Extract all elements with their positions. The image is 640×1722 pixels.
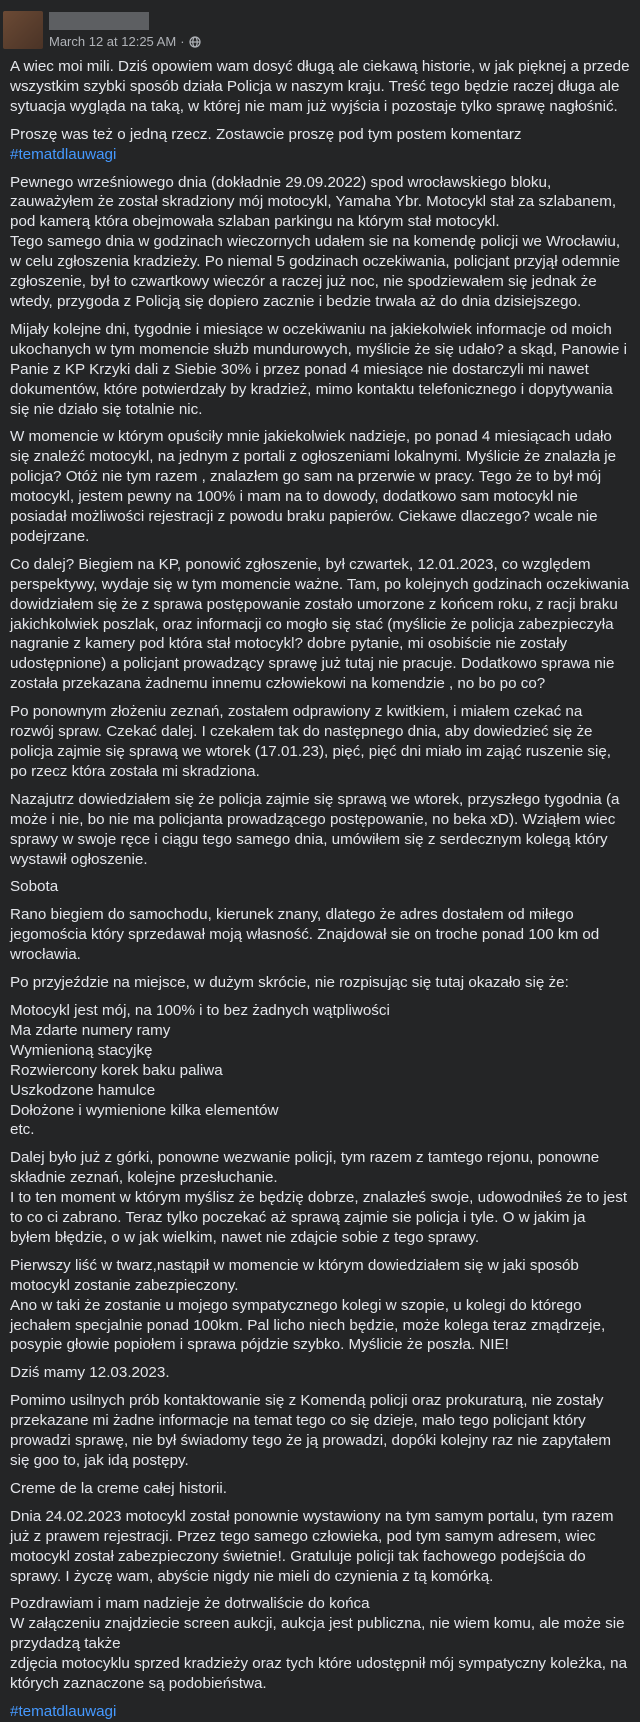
hashtag-link[interactable]: #tematdlauwagi: [10, 145, 117, 163]
post-paragraph: [10, 1507, 630, 1587]
post-paragraph: [10, 1001, 630, 1140]
post-paragraph: [10, 973, 630, 993]
post-paragraph: [10, 1148, 630, 1248]
post-paragraph: [10, 320, 630, 420]
paragraph-line: Rozwiercony korek baku paliwa: [10, 1061, 223, 1079]
paragraph-line: Mijały kolejne dni, tygodnie i miesiące w oczekiwaniu na jakiekolwiek informacje od moich ukochanych w tym momencie służb mundurowych, myślicie że się udało? a skąd, Panowie i Panie z KP Krzyki dali z Siebie 30% i przez ponad 4 miesiące nie dostarczyli mi nawet dokumentów, które potwierdzały by kradzież, mimo kontaktu telefonicznego i dopytywania się nie działo się totalnie nic.: [10, 320, 628, 418]
post-paragraph: [10, 427, 630, 546]
paragraph-line: Wymienioną stacyjkę: [10, 1041, 153, 1059]
post-paragraph: [10, 1479, 630, 1499]
paragraph-line: etc.: [10, 1121, 35, 1139]
post-meta: [49, 34, 201, 49]
paragraph-line: Creme de la creme całej historii.: [10, 1479, 227, 1497]
paragraph-line: W momencie w którym opuściły mnie jakiekolwiek nadzieje, po ponad 4 miesiącach udało się znaleźć motocykl, na jednym z portali z ogłoszeniami lokalnymi. Myślicie że znalazła je policja? Otóż nie tym razem , znalazłem go sam na przerwie w pracy. Tego że to był mój motocykl, jestem pewny na 100% i mam na to dowody, dodatkowo sam motocykl nie posiadał możliwości rejestracji z powodu braku papierów. Ciekawe dlaczego? wcale nie podejrzane.: [10, 428, 617, 545]
post-paragraph: [10, 555, 630, 694]
post-paragraph: [10, 702, 630, 782]
post-paragraph: [10, 1256, 630, 1356]
paragraph-line: I to ten moment w którym myślisz że będzię dobrze, znalazłeś swoje, udowodniłeś że to jest to co ci zabrano. Teraz tylko poczekać aż sprawą zajmie sie policja i tyle. O w jakim ja byłem błędzie, o w jak wielkim, nawet nie zdajcie sobie z tego sprawy.: [10, 1189, 628, 1246]
post-paragraph: [10, 1594, 630, 1694]
paragraph-line: Sobota: [10, 878, 59, 896]
post-paragraph: [10, 877, 630, 897]
paragraph-line: A wiec moi mili. Dziś opowiem wam dosyć długą ale ciekawą historie, w jak pięknej a przede wszystkim szybki sposób działa Policja w naszym kraju. Treść tego będzie raczej długa ale sytuacja wygląda na taką, w której nie mam już wyjścia i pozostaje tylko sprawę nagłośnić.: [10, 58, 630, 115]
post-header: [0, 0, 640, 52]
paragraph-line: Po ponownym złożeniu zeznań, zostałem odprawiony z kwitkiem, i miałem czekać na rozwój spraw. Czekać dalej. I czekałem tak do następnego dnia, aby dowiedzieć się że policja zajmie się sprawą we wtorek (17.01.23), pięć, pięć dni miało im zająć ruszenie się, po rzecz która została mi skradziona.: [10, 703, 612, 780]
paragraph-line: zdjęcia motocyklu sprzed kradzieży oraz tych które udostępnił mój sympatyczny koleżka, na których zaznaczone są podobieństwa.: [10, 1655, 628, 1693]
post-paragraph: [10, 57, 630, 117]
post-paragraph: [10, 1363, 630, 1383]
paragraph-line: Motocykl jest mój, na 100% i to bez żadnych wątpliwości: [10, 1001, 390, 1019]
paragraph-line: Dnia 24.02.2023 motocykl został ponownie wystawiony na tym samym portalu, tym razem już z prawem rejestracji. Przez tego samego człowieka, pod tym samym adresem, wiec motocykl został zabezpieczony świetnie!. Gratuluje policji tak fachowego podejścia do sprawy. I życzę wam, abyście nigdy nie mieli do czynienia z tą komórką.: [10, 1507, 614, 1585]
paragraph-line: Dalej było już z górki, ponowne wezwanie policji, tym razem z tamtego rejonu, ponowne składnie zeznań, kolejne przesłuchanie.: [10, 1149, 600, 1187]
paragraph-line: Dołożone i wymienione kilka elementów: [10, 1101, 279, 1119]
paragraph-line: Uszkodzone hamulce: [10, 1081, 156, 1099]
paragraph-line: Pomimo usilnych prób kontaktowanie się z Komendą policji oraz prokuraturą, nie zostały przekazane mi żadne informacje na temat tego co się dzieje, mało tego policjant który prowadzi sprawę, nie był świadomy tego że ją prowadzi, dopóki kolejny raz nie zapytałem się goo to, jak idą postępy.: [10, 1392, 612, 1469]
paragraph-line: Po przyjeździe na miejsce, w dużym skrócie, nie rozpisując się tutaj okazało się że:: [10, 974, 569, 992]
post-timestamp[interactable]: March 12 at 12:25 AM: [49, 34, 177, 49]
paragraph-line: Pozdrawiam i mam nadzieje że dotrwaliście do końca: [10, 1595, 370, 1613]
post-paragraph: [10, 1702, 630, 1722]
post-paragraph: [10, 905, 630, 965]
author-name-redacted[interactable]: [49, 12, 149, 30]
paragraph-line: Nazajutrz dowiedziałem się że policja zajmie się sprawą we wtorek, przyszłego tygodnia (a może i nie, bo nie ma policjanta prowadzącego postępowanie, no beka xD). Wziąłem wiec sprawy w swoje ręce i ciągu tego samego dnia, umówiłem się z serdecznym kolegą który wystawił ogłoszenie.: [10, 790, 620, 868]
post-paragraph: [10, 1391, 630, 1471]
paragraph-line: Dziś mamy 12.03.2023.: [10, 1364, 170, 1382]
paragraph-line: Ma zdarte numery ramy: [10, 1021, 171, 1039]
meta-separator: ·: [180, 34, 185, 49]
paragraph-line: Tego samego dnia w godzinach wieczornych udałem sie na komendę policji we Wrocławiu, w celu zgłoszenia kradzieży. Po niemal 5 godzinach oczekiwania, policjant przyjął odemnie zgłoszenie, był to czwartkowy wieczór a raczej już noc, nie spodziewałem się jednak że wtedy, przygoda z Policją się dopiero zacznie i bedzie trwała aż do dnia dzisiejszego.: [10, 233, 621, 310]
paragraph-line: Ano w taki że zostanie u mojego sympatycznego kolegi w szopie, u kolegi do którego jechałem specjalnie ponad 100km. Pal licho niech będzie, może kolega teraz zmądrzeje, posypie głowie popiołem i sprawa pójdzie szybko. Myślicie że poszła. NIE!: [10, 1296, 606, 1354]
post-paragraph: [10, 173, 630, 312]
paragraph-line: Rano biegiem do samochodu, kierunek znany, dlatego że adres dostałem od miłego jegomościa który sprzedawał moją własność. Znajdował sie on troche ponad 100 km od wrocławia.: [10, 906, 600, 964]
avatar[interactable]: [3, 11, 43, 49]
paragraph-line: Proszę was też o jedną rzecz. Zostawcie proszę pod tym postem komentarz: [10, 125, 522, 143]
hashtag-link[interactable]: #tematdlauwagi: [10, 1702, 117, 1720]
paragraph-line: Pewnego wrześniowego dnia (dokładnie 29.09.2022) spod wrocławskiego bloku, zauważyłem że został skradziony mój motocykl, Yamaha Ybr. Motocykl stał za szlabanem, pod kamerą która obejmowała szlaban parkingu na którym stał motocykl.: [10, 173, 617, 231]
post-paragraph: [10, 125, 630, 165]
post-body: [0, 52, 640, 1722]
paragraph-line: Co dalej? Biegiem na KP, ponowić zgłoszenie, był czwartek, 12.01.2023, co względem perspektywy, wydaje się w tym momencie ważne. Tam, po kolejnych godzinach oczekiwania dowidziałem się że z sprawa postępowanie zostało umorzone z końcem roku, z racji braku jakichkolwiek poszlak, oraz informacji co mogło się stać (myślicie że policja zabezpieczyła nagranie z kamery pod która stał motocykl? dobre pytanie, mi osobiście nie zostały udostępnione) a policjant prowadzący sprawę już tutaj nie pracuje. Dodatkowo sprawa nie została przekazana żadnemu innemu człowiekowi na komendzie , no bo po co?: [10, 555, 630, 693]
paragraph-line: W załączeniu znajdziecie screen aukcji, aukcja jest publiczna, nie wiem komu, ale może sie przydadzą także: [10, 1615, 625, 1653]
paragraph-line: Pierwszy liść w twarz,nastąpił w momencie w którym dowiedziałem się w jaki sposób motocykl zostanie zabezpieczony.: [10, 1256, 579, 1294]
post-paragraph: [10, 790, 630, 870]
globe-icon[interactable]: [189, 36, 201, 48]
